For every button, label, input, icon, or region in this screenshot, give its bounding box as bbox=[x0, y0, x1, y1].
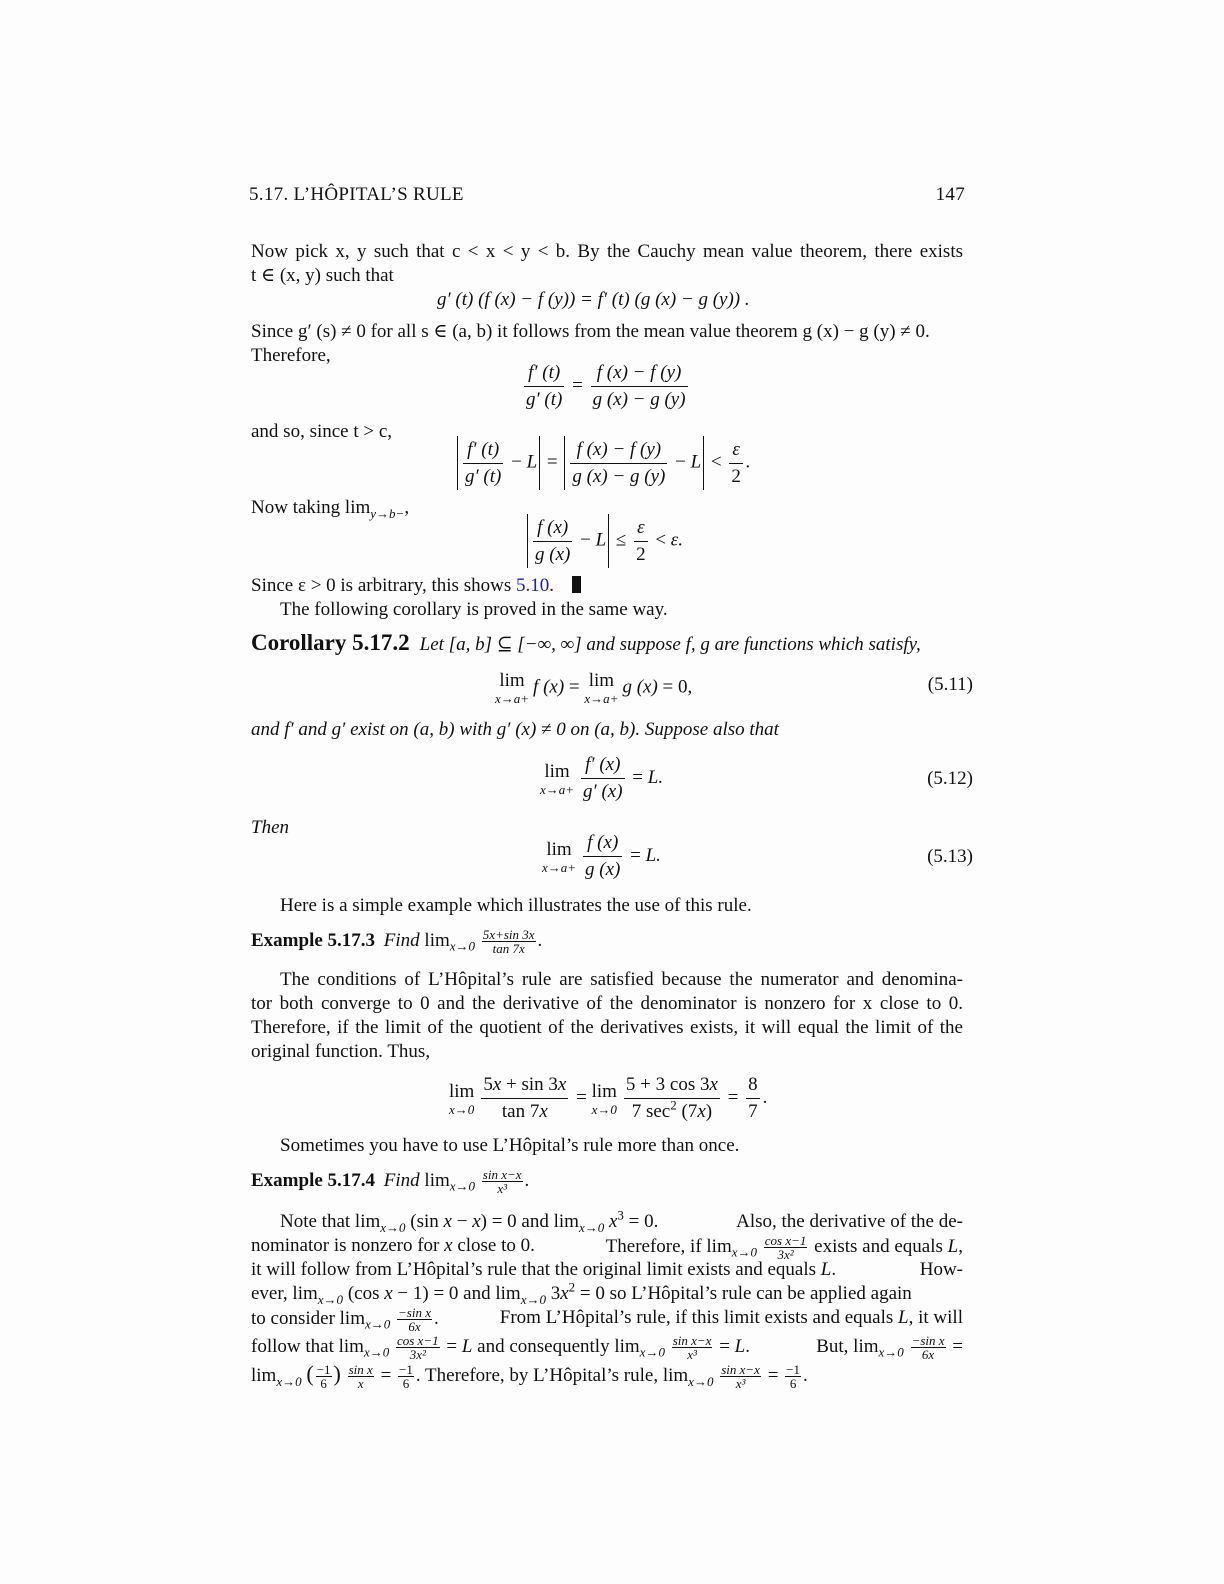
proof-paragraph-line: Since g′ (s) ≠ 0 for all s ∈ (a, b) it follows from the mean value theorem g (x) − g (y) ≠ 0. bbox=[251, 321, 930, 342]
equation-cauchy-mvt: g′ (t) (f (x) − f (y)) = f′ (t) (g (x) − g (y)) . bbox=[437, 289, 750, 310]
equation-ratio: $\frac{f' (t)}{g' (t)}$ = $\frac{f (x) - f (y)}{g (x) - g (y)}$ bbox=[526, 362, 686, 410]
document-page bbox=[251, 0, 973, 1584]
example-paragraph-line: $\lim_{x\to 0}$ ( $\frac{-1}{6}$ ) $\frac{\text{sin x}}{x}$ = $\frac{-1}{6}$ . Therefore, by L’Hôpital’s rule, $\lim_{x\to 0}$ $\frac{\text{sin x−x}}{\text{x³}}$ = $\frac{-1}{6}$ . bbox=[251, 1361, 808, 1392]
proof-conclusion: Since ε > 0 is arbitrary, this shows 5.10. bbox=[251, 574, 581, 598]
proof-paragraph-line: Now taking $\lim_{y\to b-}$, bbox=[251, 497, 410, 521]
example-paragraph-line: it will follow from L’Hôpital’s rule that the original limit exists and equals L. How- bbox=[251, 1259, 963, 1280]
equation-5-13: lim x→a+ $\frac{f (x)}{g (x)}$ = L. bbox=[542, 832, 661, 880]
example-paragraph-line: original function. Thus, bbox=[251, 1041, 431, 1062]
example-paragraph-line: to consider $\lim_{x\to 0}$ $\frac{\text{−sin x}}{6x}$ . From L’Hôpital’s rule, if this limit exists and equals L, it will bbox=[251, 1305, 963, 1334]
example-paragraph-line: Therefore, if the limit of the quotient of the derivatives exists, it will equal the limit of the bbox=[251, 1017, 963, 1038]
example-paragraph-line: ever, $\lim_{x\to 0} (\cos$ x − 1) = 0 and $\lim_{x\to 0} 3x^2 = 0$ so L’Hôpital’s rule can be applied again bbox=[251, 1279, 912, 1307]
example-heading: Example 5.17.4 Find $\lim_{x\to 0}$ $\frac{\text{sin x−x}}{\text{x³}}$ . bbox=[251, 1167, 530, 1196]
equation-number: (5.13) bbox=[927, 846, 973, 867]
example-heading: Example 5.17.3 Find $\lim_{x\to 0}$ $\frac{5x+\sin 3x}{\tan 7x}$ . bbox=[251, 927, 543, 956]
running-header-section: 5.17. L’HÔPITAL’S RULE bbox=[249, 184, 464, 205]
proof-paragraph-line: t ∈ (x, y) such that bbox=[251, 265, 394, 286]
page-number: 147 bbox=[935, 184, 965, 205]
qed-mark bbox=[572, 576, 581, 593]
example-paragraph-line: The conditions of L’Hôpital’s rule are satisfied because the numerator and denomina- bbox=[280, 969, 963, 990]
example-intro: Sometimes you have to use L’Hôpital’s rule more than once. bbox=[280, 1135, 740, 1156]
proof-paragraph-line: The following corollary is proved in the same way. bbox=[280, 599, 668, 620]
equation-abs-inequality: $\frac{f' (t)}{g' (t)}$ − L = $\frac{f (x) - f (y)}{g (x) - g (y)}$ − L < $\frac{\varepsilon}{2}$ . bbox=[455, 436, 751, 490]
equation-limit-bound: $\frac{f (x)}{g (x)}$ − L ≤ $\frac{\varepsilon}{2}$ < ε. bbox=[525, 514, 683, 568]
example-paragraph-line: tor both converge to 0 and the derivative of the denominator is nonzero for x close to 0. bbox=[251, 993, 963, 1014]
example-paragraph-line: follow that $\lim_{x\to 0}$ $\frac{\text{cos x−1}}{\text{3x²}}$ = L and consequently $\lim_{x\to 0}$ $\frac{\text{sin x−x}}{\text{x³}}$ = L. But, $\lim_{x\to 0}$ $\frac{\text{−sin x}}{6x}$ = bbox=[251, 1333, 963, 1362]
example-paragraph-line: Note that $\lim_{x\to 0} (\sin$ x − x) = 0 and $\lim_{x\to 0} x^3 = 0$. Also, the derivative of the de- bbox=[280, 1207, 963, 1235]
proof-paragraph-line: Therefore, bbox=[251, 345, 331, 366]
example-intro: Here is a simple example which illustrates the use of this rule. bbox=[280, 895, 752, 916]
equation-5-12: lim x→a+ $\frac{f' (x)}{g' (x)}$ = L. bbox=[540, 754, 664, 802]
equation-example-limit: lim x→0 $\frac{5x + \sin 3x}{\tan 7x}$ = lim x→0 $\frac{5 + 3 \cos 3x}{7 \sec^2 (7x)}$ = $\frac{8}{7}$ . bbox=[449, 1074, 768, 1122]
corollary-label: Corollary 5.17.2 bbox=[251, 630, 410, 655]
equation-5-11: lim x→a+ f (x) = lim x→a+ g (x) = 0, bbox=[495, 670, 693, 706]
example-paragraph-line: nominator is nonzero for x close to 0. Therefore, if $\lim_{x\to 0}$ $\frac{\text{cos x−1}}{\text{3x²}}$ exists and equals L, bbox=[251, 1233, 963, 1262]
proof-paragraph-line: Now pick x, y such that c < x < y < b. By the Cauchy mean value theorem, there exists bbox=[251, 241, 963, 262]
corollary-statement-line: and f′ and g′ exist on (a, b) with g′ (x) ≠ 0 on (a, b). Suppose also that bbox=[251, 719, 779, 740]
equation-reference-link[interactable]: 5.10 bbox=[515, 575, 550, 596]
equation-number: (5.11) bbox=[927, 674, 973, 695]
proof-paragraph-line: and so, since t > c, bbox=[251, 421, 393, 442]
equation-number: (5.12) bbox=[927, 768, 973, 789]
corollary-then: Then bbox=[251, 817, 289, 838]
corollary-statement: Corollary 5.17.2 Let [a, b] ⊆ [−∞, ∞] and suppose f, g are functions which satisfy, bbox=[251, 630, 921, 655]
